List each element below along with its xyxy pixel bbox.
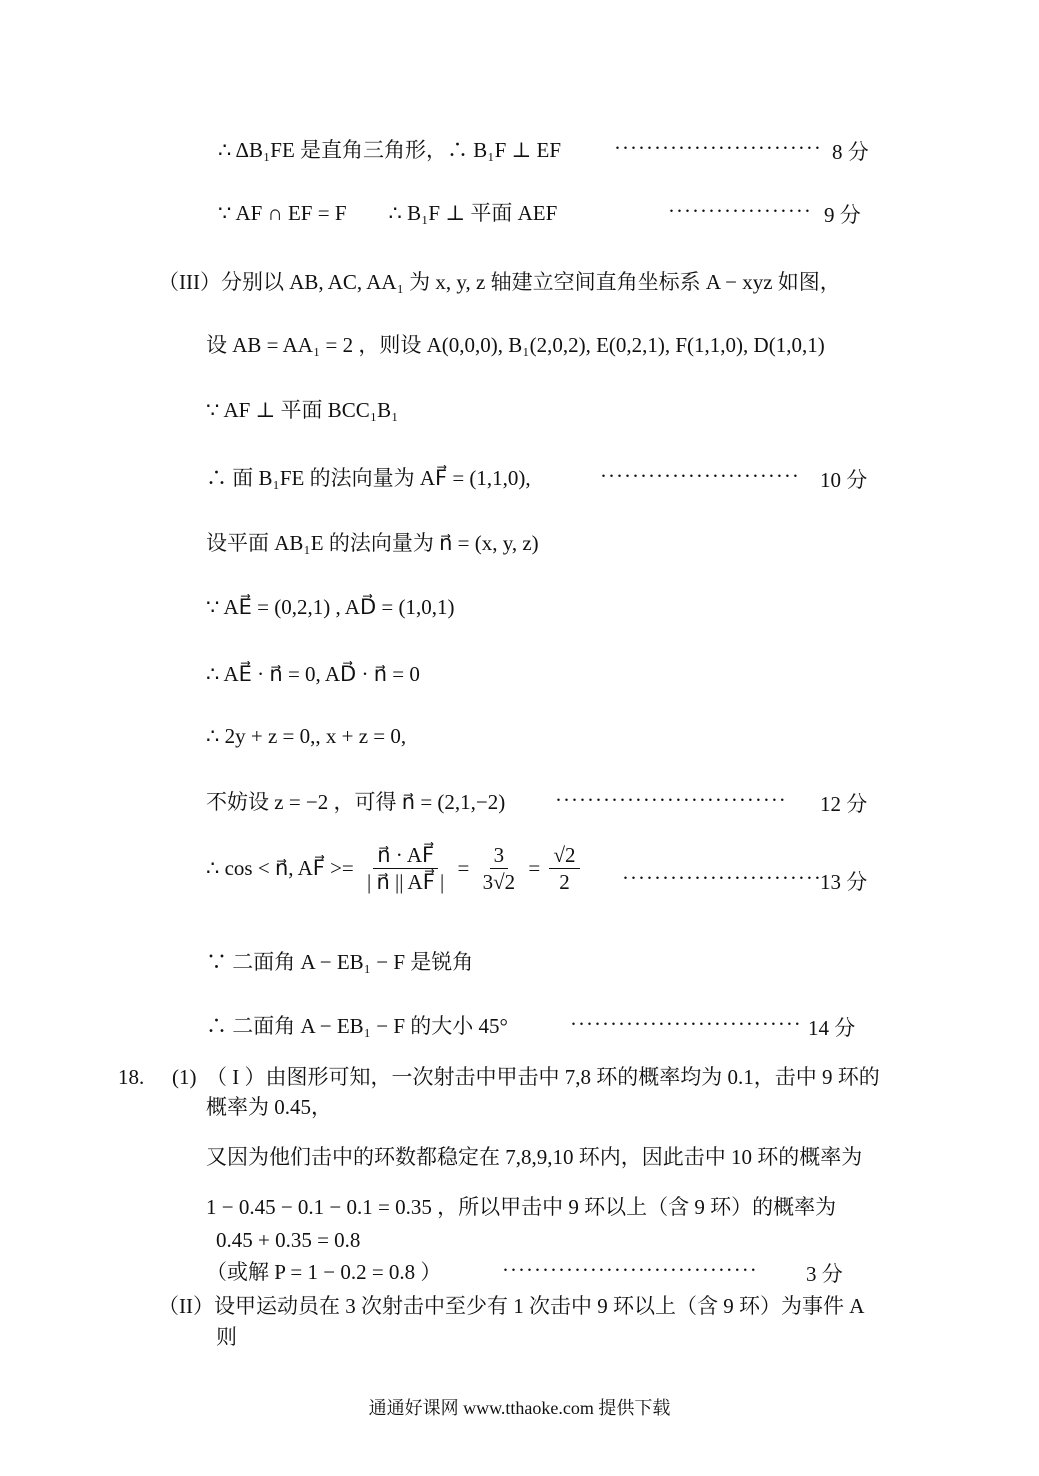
angle-result-line: ∴ 二面角 A − EB₁ − F 的大小 45° bbox=[206, 1014, 508, 1038]
question-number: 18. bbox=[118, 1065, 145, 1089]
cos-line bbox=[206, 842, 584, 895]
question-part: (1) bbox=[172, 1065, 197, 1089]
denominator: 2 bbox=[559, 870, 570, 894]
q18-line-3: 又因为他们击中的环数都稳定在 7,8,9,10 环内，因此击中 10 环的概率为 bbox=[206, 1145, 863, 1169]
score-label: 9 分 bbox=[824, 203, 861, 227]
plane-normal-line: 设平面 AB₁E 的法向量为 n⃗ = (x, y, z) bbox=[206, 531, 539, 555]
score-label: 13 分 bbox=[820, 870, 868, 894]
numerator: 3 bbox=[490, 842, 509, 869]
part-iii-intro: （III）分别以 AB, AC, AA₁ 为 x, y, z 轴建立空间直角坐标系 A − xyz 如图， bbox=[158, 270, 841, 294]
fraction bbox=[549, 842, 579, 895]
score-label: 10 分 bbox=[820, 468, 868, 492]
line-9: ∵ AF ∩ EF = F ∴ B₁F ⊥ 平面 AEF bbox=[218, 201, 558, 225]
dot-leader: ····························· bbox=[555, 788, 787, 812]
fraction bbox=[363, 842, 448, 895]
dot-leader: ································ bbox=[502, 1258, 758, 1282]
q18-line-4: 1 − 0.45 − 0.1 − 0.1 = 0.35 ，所以甲击中 9 环以上（含 9 环）的概率为 bbox=[206, 1195, 837, 1219]
q18-line-2: 概率为 0.45， bbox=[206, 1095, 332, 1119]
q18-line-7: （II）设甲运动员在 3 次射击中至少有 1 次击中 9 环以上（含 9 环）为事件 A bbox=[158, 1294, 865, 1318]
denominator: | n⃗ || AF⃗ | bbox=[367, 870, 445, 894]
coordinates-line: 设 AB = AA₁ = 2 ，则设 A(0,0,0), B₁(2,0,2), E(0,2,1), F(1,1,0), D(1,0,1) bbox=[206, 333, 825, 357]
acute-angle-line: ∵ 二面角 A − EB₁ − F 是锐角 bbox=[206, 950, 474, 974]
dot-leader: ························· bbox=[600, 464, 800, 488]
cos-lead: ∴ cos < n⃗, AF⃗ >= bbox=[206, 856, 354, 880]
equations-line: ∴ 2y + z = 0,, x + z = 0, bbox=[206, 724, 407, 748]
score-label: 3 分 bbox=[806, 1262, 843, 1286]
line-8: ∴ ΔB₁FE 是直角三角形，∴ B₁F ⊥ EF bbox=[218, 138, 562, 162]
dot-leader: ····························· bbox=[570, 1012, 802, 1036]
dot-leader: ·················· bbox=[668, 199, 812, 223]
q18-line-1: （ I ）由图形可知，一次射击中甲击中 7,8 环的概率均为 0.1，击中 9 环的 bbox=[206, 1065, 880, 1089]
dot-leader: ························· bbox=[622, 866, 822, 890]
numerator: √2 bbox=[549, 842, 579, 869]
numerator: n⃗ · AF⃗ bbox=[373, 842, 438, 869]
score-label: 12 分 bbox=[820, 792, 868, 816]
fraction bbox=[479, 842, 520, 895]
score-label: 8 分 bbox=[832, 140, 869, 164]
dot-leader: ·························· bbox=[614, 136, 822, 160]
denominator: 3√2 bbox=[482, 870, 516, 894]
score-label: 14 分 bbox=[808, 1016, 856, 1040]
af-perp-line: ∵ AF ⊥ 平面 BCC₁B₁ bbox=[206, 398, 399, 422]
vectors-line: ∵ AE⃗ = (0,2,1) , AD⃗ = (1,0,1) bbox=[206, 595, 455, 619]
normal-vector-line: ∴ 面 B₁FE 的法向量为 AF⃗ = (1,1,0), bbox=[206, 466, 531, 490]
n-vector-line: 不妨设 z = −2 ，可得 n⃗ = (2,1,−2) bbox=[206, 790, 506, 814]
q18-line-8: 则 bbox=[216, 1325, 237, 1349]
page-footer: 通通好课网 www.tthaoke.com 提供下载 bbox=[368, 1398, 671, 1418]
dot-product-line: ∴ AE⃗ · n⃗ = 0, AD⃗ · n⃗ = 0 bbox=[206, 662, 420, 686]
q18-line-6: （或解 P = 1 − 0.2 = 0.8 ） bbox=[206, 1260, 442, 1284]
equals: = bbox=[457, 856, 470, 880]
q18-line-5: 0.45 + 0.35 = 0.8 bbox=[216, 1228, 361, 1252]
equals: = bbox=[528, 856, 541, 880]
